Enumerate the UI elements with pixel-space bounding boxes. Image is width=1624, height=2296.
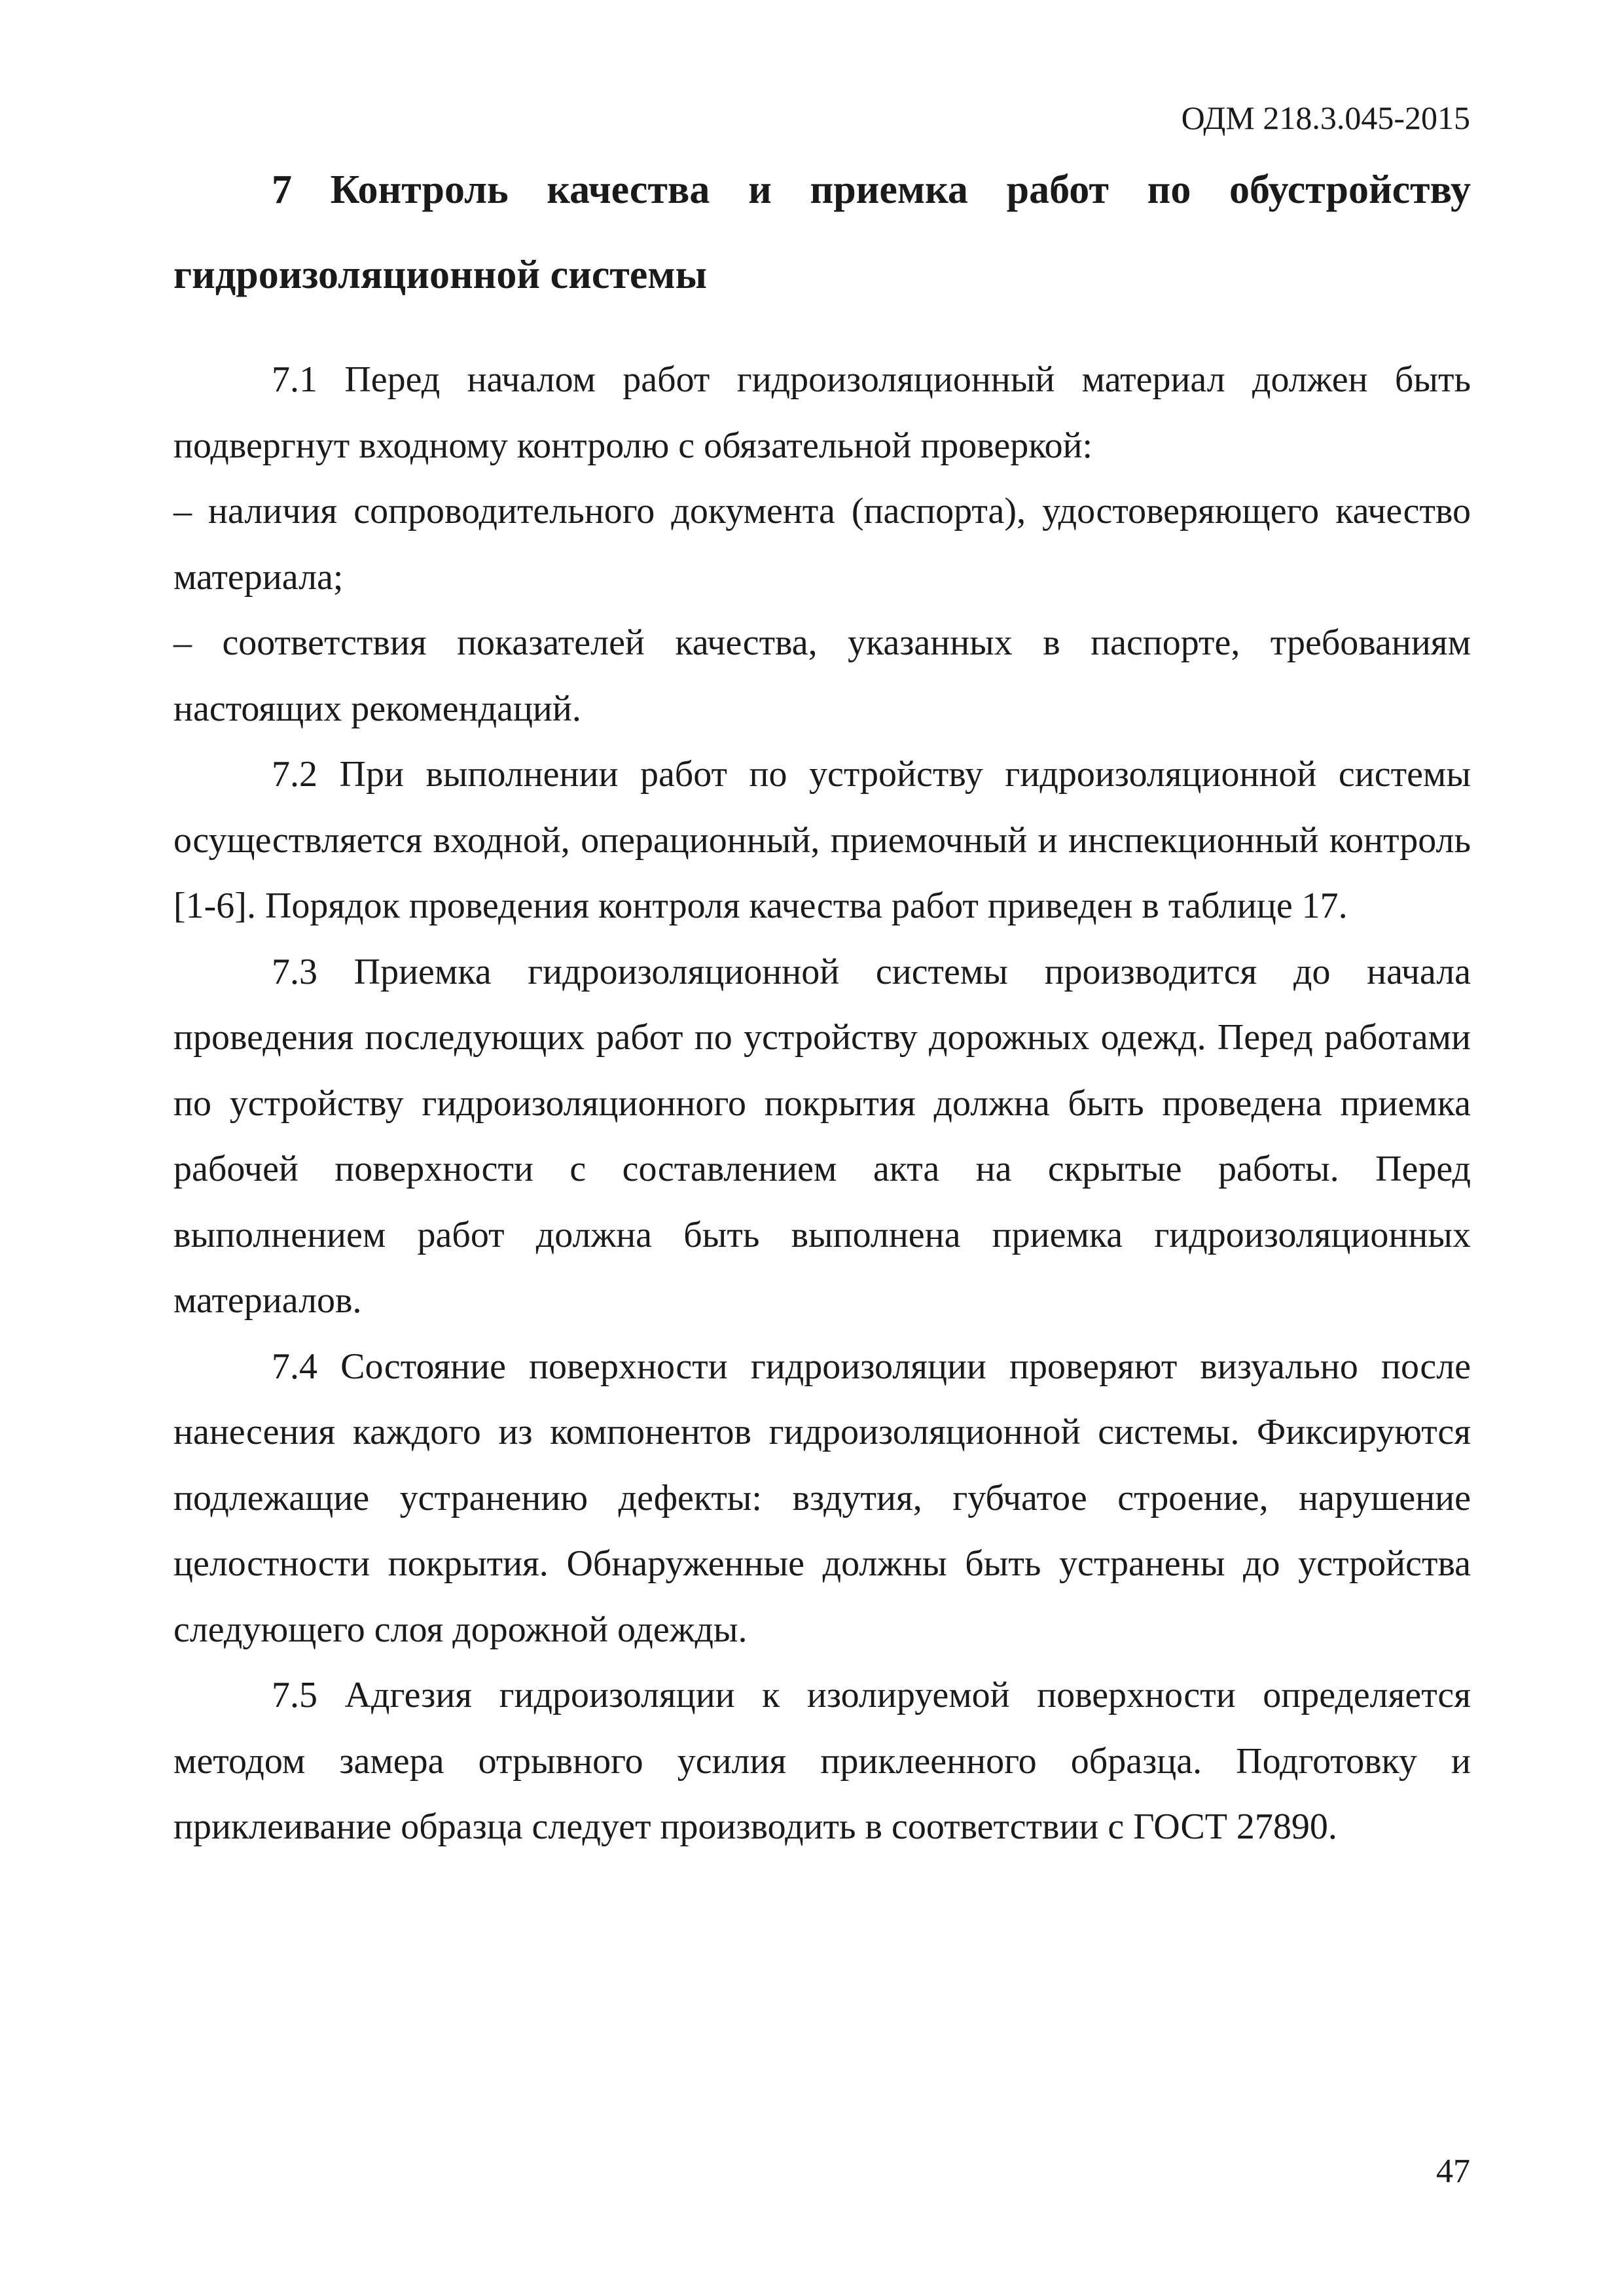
- document-code: ОДМ 218.3.045-2015: [1181, 99, 1470, 136]
- section-heading: 7 Контроль качества и приемка работ по обустройству гидроизоляционной системы: [173, 168, 1471, 297]
- page-number: 47: [1436, 2153, 1470, 2190]
- list-item-quality-check: – соответствия показателей качества, указанных в паспорте, требованиям настоящих рекомендаций.: [173, 622, 1471, 729]
- paragraph-7-5: 7.5 Адгезия гидроизоляции к изолируемой поверхности определяется методом замера отрывного усилия приклеенного образца. Подготовку и приклеивание образца следует производить в соответствии с ГОСТ 27890.: [173, 1675, 1471, 1847]
- list-item-passport-check: – наличия сопроводительного документа (паспорта), удостоверяющего качество материала;: [173, 491, 1471, 598]
- paragraph-7-2: 7.2 При выполнении работ по устройству гидроизоляционной системы осуществляется входной, операционный, приемочный и инспекционный контроль [1-6]. Порядок проведения контроля качества работ приведен в таблице 17.: [173, 754, 1471, 926]
- paragraph-7-3: 7.3 Приемка гидроизоляционной системы производится до начала проведения последующих работ по устройству дорожных одежд. Перед работами по устройству гидроизоляционного покрытия должна быть проведена приемка рабочей поверхности с составлением акта на скрытые работы. Перед выполнением работ должна быть выполнена приемка гидроизоляционных материалов.: [173, 951, 1471, 1321]
- paragraph-7-1: 7.1 Перед началом работ гидроизоляционный материал должен быть подвергнут входному контролю с обязательной проверкой:: [173, 359, 1471, 466]
- paragraph-7-4: 7.4 Состояние поверхности гидроизоляции проверяют визуально после нанесения каждого из компонентов гидроизоляционной системы. Фиксируются подлежащие устранению дефекты: вздутия, губчатое строение, нарушение целостности покрытия. Обнаруженные должны быть устранены до устройства следующего слоя дорожной одежды.: [173, 1346, 1471, 1650]
- page-content: [173, 147, 1471, 1860]
- body-text: [173, 347, 1471, 1860]
